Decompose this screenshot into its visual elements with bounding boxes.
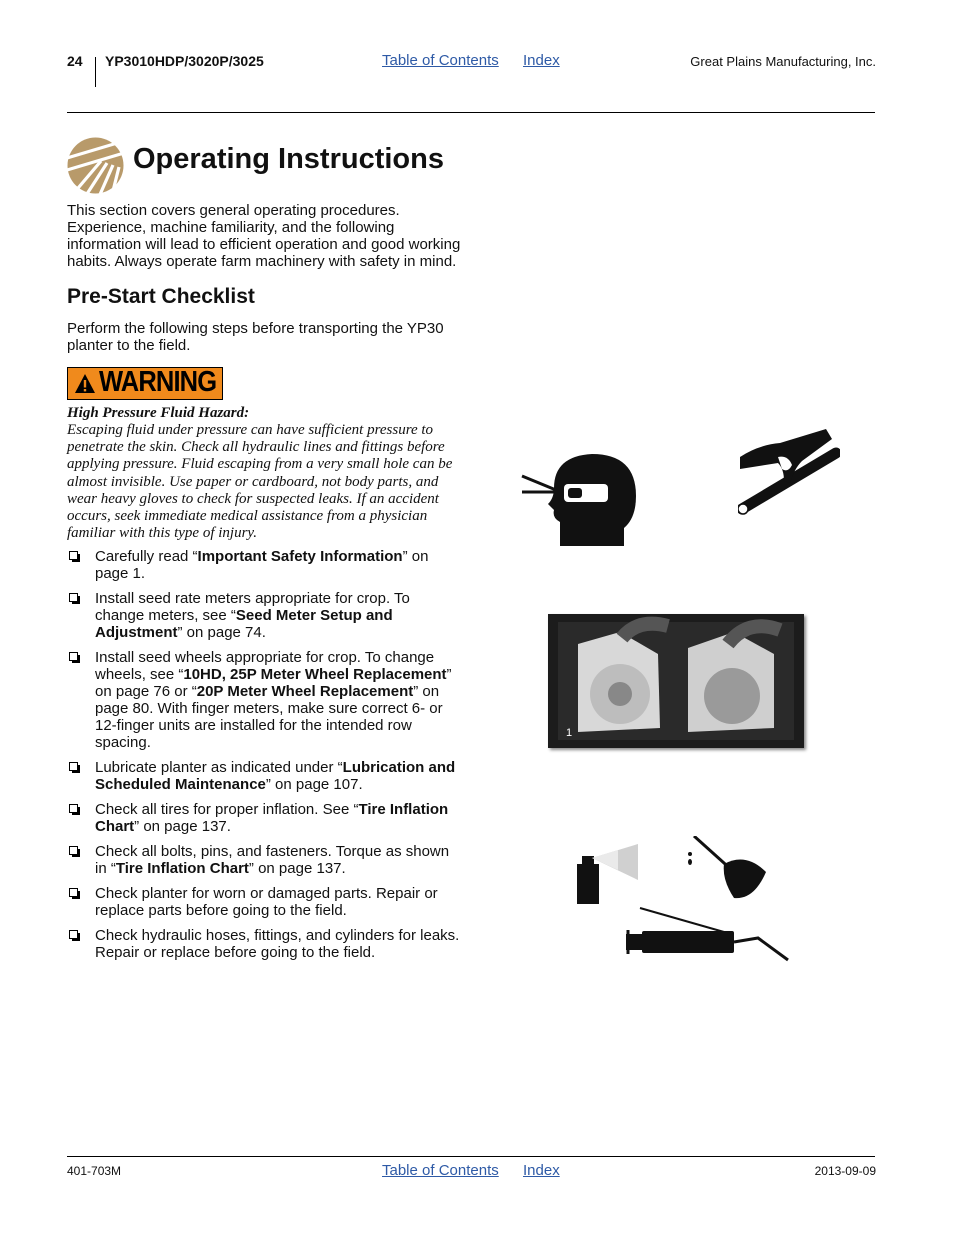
index-link-header[interactable]: Index	[523, 52, 560, 69]
checklist-item: Check hydraulic hoses, fittings, and cylinders for leaks. Repair or replace before going to the field.	[67, 927, 462, 961]
checkbox-icon[interactable]	[69, 551, 78, 560]
hand-hydraulic-injury-icon	[738, 427, 840, 515]
hazard-text: Escaping fluid under pressure can have sufficient pressure to penetrate the skin. Check all hydraulic lines and fittings before applying pressure. Fluid escaping from a very small hole can be almost invisible. Use paper or cardboard, not body parts, and wear heavy gloves to check for suspected leaks. If an accident occurs, seek immediate medical assistance from a physician familiar with this type of injury.	[67, 422, 453, 542]
checklist-intro: Perform the following steps before transporting the YP30 planter to the field.	[67, 320, 444, 354]
checklist-item: Carefully read “Important Safety Information” on page 1.	[67, 548, 462, 582]
pre-start-checklist	[67, 548, 462, 969]
warning-triangle-icon	[74, 373, 96, 394]
checkbox-icon[interactable]	[69, 804, 78, 813]
checkbox-icon[interactable]	[69, 930, 78, 939]
model-name: YP3010HDP/3020P/3025	[105, 53, 264, 69]
checkbox-icon[interactable]	[69, 846, 78, 855]
company-name: Great Plains Manufacturing, Inc.	[690, 54, 876, 69]
doc-number: 401-703M	[67, 1164, 122, 1178]
checklist-item: Check planter for worn or damaged parts. Repair or replace parts before going to the field.	[67, 885, 462, 919]
footer-rule	[67, 1156, 875, 1157]
checklist-item: Check all bolts, pins, and fasteners. Torque as shown in “Tire Inflation Chart” on page 137.	[67, 843, 462, 877]
checklist-item: Install seed rate meters appropriate for crop. To change meters, see “Seed Meter Setup and Adjustment” on page 74.	[67, 590, 462, 641]
warning-label: WARNING	[99, 366, 217, 398]
toc-link-footer[interactable]: Table of Contents	[382, 1162, 499, 1179]
checkbox-icon[interactable]	[69, 593, 78, 602]
seed-meter-illustration	[548, 614, 804, 748]
checkbox-icon[interactable]	[69, 762, 78, 771]
section-intro: This section covers general operating procedures. Experience, machine familiarity, and the following information will lead to efficient operation and good working habits. Always operate farm machinery with safety in mind.	[67, 202, 461, 270]
eye-protection-icon	[520, 452, 640, 546]
photo-label: 1	[566, 727, 573, 739]
hazard-title: High Pressure Fluid Hazard:	[67, 405, 250, 421]
header-rule	[67, 112, 875, 113]
toc-link-header[interactable]: Table of Contents	[382, 52, 499, 69]
index-link-footer[interactable]: Index	[523, 1162, 560, 1179]
checkbox-icon[interactable]	[69, 652, 78, 661]
checklist-heading: Pre-Start Checklist	[67, 285, 255, 308]
great-plains-logo-icon	[67, 137, 124, 194]
seed-meters-photo	[548, 614, 804, 748]
checklist-item: Lubricate planter as indicated under “Lubrication and Scheduled Maintenance” on page 107.	[67, 759, 462, 793]
page-number: 24	[67, 53, 83, 69]
checklist-item: Install seed wheels appropriate for crop. To change wheels, see “10HD, 25P Meter Wheel Replacement” on page 76 or “20P Meter Wheel Replacement” on page 80. With finger meters, make sure correct 6- or 12-finger units are installed for the intended row spacing.	[67, 649, 462, 751]
header-divider	[95, 57, 96, 87]
lubrication-tools-icon	[574, 836, 790, 962]
doc-date: 2013-09-09	[814, 1164, 876, 1178]
section-title: Operating Instructions	[133, 143, 444, 175]
checkbox-icon[interactable]	[69, 888, 78, 897]
checklist-item: Check all tires for proper inflation. See “Tire Inflation Chart” on page 137.	[67, 801, 462, 835]
